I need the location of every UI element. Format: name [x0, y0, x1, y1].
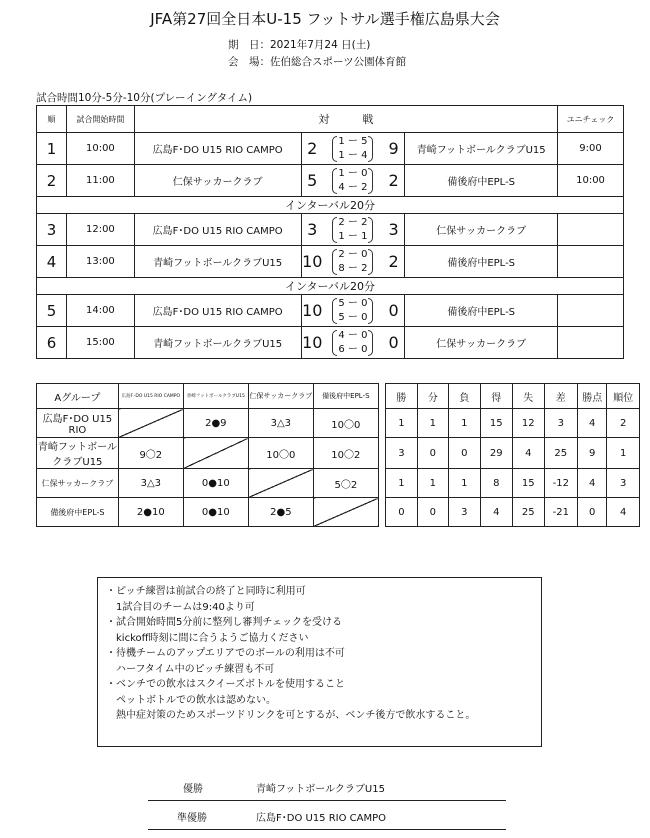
kickoff-time: 15:00 [66, 327, 134, 359]
team-stat: 0 [417, 438, 448, 469]
table-gap [378, 498, 385, 527]
second-half-score: 1 ー 4 [338, 149, 368, 161]
stat-header-points: 勝点 [578, 384, 607, 409]
home-score: 10 [301, 327, 323, 359]
half-score-bracket [332, 167, 373, 195]
second-half-score: 5 ー 0 [338, 311, 368, 323]
league-table [36, 383, 640, 527]
home-team: 青崎フットボールクラブU15 [134, 327, 301, 359]
note-line: ・試合開始時間5分前に整列し審判チェックを受ける [106, 617, 343, 628]
away-team: 青崎フットボールクラブU15 [405, 133, 558, 165]
note-line: 1試合目のチームは9:40より可 [106, 601, 255, 613]
interval-row [37, 197, 624, 214]
head-to-head-result: 2●10 [118, 498, 183, 527]
head-to-head-result: 5〇2 [313, 469, 378, 498]
runner-up-label: 準優勝 [177, 813, 207, 824]
match-number: 3 [37, 214, 67, 246]
away-team: 仁保サッカークラブ [405, 214, 558, 246]
team-stat: 1 [386, 469, 417, 498]
self-match-cell [183, 438, 248, 469]
team-stat: 3 [544, 409, 578, 438]
runner-up-team: 広島F･DO U15 RIO CAMPO [256, 813, 387, 824]
half-scores [323, 165, 383, 197]
away-score: 0 [383, 327, 405, 359]
stat-header-win: 勝 [386, 384, 417, 409]
team-stat: -21 [544, 498, 578, 527]
team-stat: 3 [386, 438, 417, 469]
winner-team: 青崎フットボールクラブU15 [256, 784, 385, 795]
stat-header-ga: 失 [513, 384, 544, 409]
stat-header-draw: 分 [417, 384, 448, 409]
head-to-head-result: 0●10 [183, 498, 248, 527]
home-team: 青崎フットボールクラブU15 [134, 246, 301, 278]
half-scores [323, 246, 383, 278]
team-stat: 4 [513, 438, 544, 469]
half-scores [323, 295, 383, 327]
match-number: 4 [37, 246, 67, 278]
team-stat: 1 [607, 438, 640, 469]
kickoff-time: 12:00 [66, 214, 134, 246]
home-team: 仁保サッカークラブ [134, 165, 301, 197]
team-stat: 8 [480, 469, 513, 498]
first-half-score: 2 ー 0 [338, 248, 368, 260]
home-team: 広島F･DO U15 RIO CAMPO [134, 295, 301, 327]
league-row [37, 438, 640, 469]
table-gap [378, 469, 385, 498]
header-check: ユニチェック [558, 106, 624, 133]
match-row [37, 295, 624, 327]
team-stat: 15 [513, 469, 544, 498]
event-date: 期 日：2021年7月24 日(土) [228, 39, 371, 51]
half-scores [323, 214, 383, 246]
away-team: 備後府中EPL-S [405, 295, 558, 327]
league-team-name: 青崎フットボールクラブU15 [37, 438, 119, 469]
team-stat: 3 [607, 469, 640, 498]
team-stat: 25 [544, 438, 578, 469]
interval-row [37, 278, 624, 295]
note-line: ペットボトルでの飲水は認めない。 [106, 694, 276, 706]
half-score-bracket [332, 297, 373, 325]
first-half-score: 5 ー 0 [338, 297, 368, 309]
header-match: 対 戦 [134, 106, 557, 133]
first-half-score: 1 ー 5 [338, 135, 368, 147]
team-stat: 1 [417, 469, 448, 498]
home-score: 10 [301, 295, 323, 327]
second-half-score: 1 ー 1 [338, 230, 368, 242]
col-team-1: 広島F･DO U15 RIO CAMPO [118, 384, 183, 409]
note-line: ・待機チームのアップエリアでのボールの利用は不可 [106, 648, 345, 659]
home-score: 5 [301, 165, 323, 197]
home-team: 広島F･DO U15 RIO CAMPO [134, 214, 301, 246]
note-line: ハーフタイム中のピッチ練習も不可 [106, 663, 275, 675]
header-num: 順 [37, 106, 67, 133]
match-duration-note: 試合時間10分-5分-10分(プレーイングタイム) [36, 92, 253, 104]
league-team-name: 備後府中EPL-S [37, 498, 119, 527]
kickoff-time: 14:00 [66, 295, 134, 327]
team-stat: 25 [513, 498, 544, 527]
head-to-head-result: 2●9 [183, 409, 248, 438]
result-divider [148, 800, 506, 801]
interval-label: インターバル20分 [37, 197, 624, 214]
team-stat: -12 [544, 469, 578, 498]
first-half-score: 2 ー 2 [338, 216, 368, 228]
stat-header-gf: 得 [480, 384, 513, 409]
team-stat: 0 [386, 498, 417, 527]
home-score: 10 [301, 246, 323, 278]
away-score: 2 [383, 165, 405, 197]
half-score-bracket [332, 248, 373, 276]
head-to-head-result: 10〇0 [248, 438, 313, 469]
team-stat: 1 [449, 409, 480, 438]
notes-box [97, 577, 542, 747]
self-match-cell [248, 469, 313, 498]
home-score: 3 [301, 214, 323, 246]
match-number: 1 [37, 133, 67, 165]
team-stat: 15 [480, 409, 513, 438]
team-stat: 1 [386, 409, 417, 438]
team-stat: 4 [578, 409, 607, 438]
uniform-check-time: 9:00 [558, 133, 624, 165]
league-team-name: 仁保サッカークラブ [37, 469, 119, 498]
note-line: kickoff時刻に間に合うようご協力ください [106, 632, 309, 644]
match-number: 5 [37, 295, 67, 327]
note-line: ・ピッチ練習は前試合の終了と同時に利用可 [106, 586, 306, 597]
away-score: 2 [383, 246, 405, 278]
stat-header-loss: 負 [449, 384, 480, 409]
team-stat: 4 [480, 498, 513, 527]
home-team: 広島F･DO U15 RIO CAMPO [134, 133, 301, 165]
kickoff-time: 11:00 [66, 165, 134, 197]
league-team-name: 広島F･DO U15 RIO [37, 409, 119, 438]
col-team-2: 青崎フットボールクラブU15 [183, 384, 248, 409]
kickoff-time: 10:00 [66, 133, 134, 165]
head-to-head-result: 3△3 [248, 409, 313, 438]
result-divider [148, 829, 506, 830]
page-title: JFA第27回全日本U-15 フットサル選手権広島県大会 [150, 10, 500, 28]
half-score-bracket [332, 135, 373, 163]
away-team: 備後府中EPL-S [405, 246, 558, 278]
second-half-score: 8 ー 2 [338, 262, 368, 274]
team-stat: 0 [417, 498, 448, 527]
team-stat: 3 [449, 498, 480, 527]
home-score: 2 [301, 133, 323, 165]
away-team: 仁保サッカークラブ [405, 327, 558, 359]
team-stat: 29 [480, 438, 513, 469]
self-match-cell [313, 498, 378, 527]
note-line: ・ベンチでの飲水はスクイーズボトルを使用すること [106, 679, 345, 690]
table-gap [378, 384, 385, 409]
uniform-check-time [558, 246, 624, 278]
away-score: 3 [383, 214, 405, 246]
team-stat: 0 [578, 498, 607, 527]
match-row [37, 246, 624, 278]
uniform-check-time [558, 214, 624, 246]
away-team: 備後府中EPL-S [405, 165, 558, 197]
stat-header-rank: 順位 [607, 384, 640, 409]
head-to-head-result: 10〇2 [313, 438, 378, 469]
col-team-3: 仁保サッカークラブ [248, 384, 313, 409]
interval-label: インターバル20分 [37, 278, 624, 295]
head-to-head-result: 10〇0 [313, 409, 378, 438]
half-scores [323, 327, 383, 359]
schedule-table [36, 105, 624, 359]
second-half-score: 6 ー 0 [338, 343, 368, 355]
uniform-check-time [558, 327, 624, 359]
team-stat: 1 [449, 469, 480, 498]
uniform-check-time [558, 295, 624, 327]
group-label: Aグループ [37, 384, 119, 409]
match-number: 2 [37, 165, 67, 197]
self-match-cell [118, 409, 183, 438]
match-row [37, 214, 624, 246]
col-team-4: 備後府中EPL-S [313, 384, 378, 409]
team-stat: 4 [607, 498, 640, 527]
half-scores [323, 133, 383, 165]
league-row [37, 498, 640, 527]
stat-header-diff: 差 [544, 384, 578, 409]
second-half-score: 4 ー 2 [338, 181, 368, 193]
match-row [37, 165, 624, 197]
head-to-head-result: 9〇2 [118, 438, 183, 469]
league-row [37, 409, 640, 438]
match-number: 6 [37, 327, 67, 359]
team-stat: 2 [607, 409, 640, 438]
away-score: 9 [383, 133, 405, 165]
table-gap [378, 438, 385, 469]
uniform-check-time: 10:00 [558, 165, 624, 197]
header-time: 試合開始時間 [66, 106, 134, 133]
away-score: 0 [383, 295, 405, 327]
team-stat: 9 [578, 438, 607, 469]
team-stat: 12 [513, 409, 544, 438]
first-half-score: 1 ー 0 [338, 167, 368, 179]
match-row [37, 327, 624, 359]
team-stat: 0 [449, 438, 480, 469]
table-gap [378, 409, 385, 438]
event-venue: 会 場：佐伯総合スポーツ公園体育館 [228, 56, 407, 68]
head-to-head-result: 2●5 [248, 498, 313, 527]
half-score-bracket [332, 329, 373, 357]
match-row [37, 133, 624, 165]
kickoff-time: 13:00 [66, 246, 134, 278]
team-stat: 1 [417, 409, 448, 438]
winner-label: 優勝 [183, 784, 203, 795]
first-half-score: 4 ー 0 [338, 329, 368, 341]
half-score-bracket [332, 216, 373, 244]
league-row [37, 469, 640, 498]
team-stat: 4 [578, 469, 607, 498]
head-to-head-result: 0●10 [183, 469, 248, 498]
note-line: 熱中症対策のためスポーツドリンクを可とするが、ベンチ後方で飲水すること。 [106, 710, 476, 721]
head-to-head-result: 3△3 [118, 469, 183, 498]
league-header-row [37, 384, 640, 409]
schedule-header-row [37, 106, 624, 133]
